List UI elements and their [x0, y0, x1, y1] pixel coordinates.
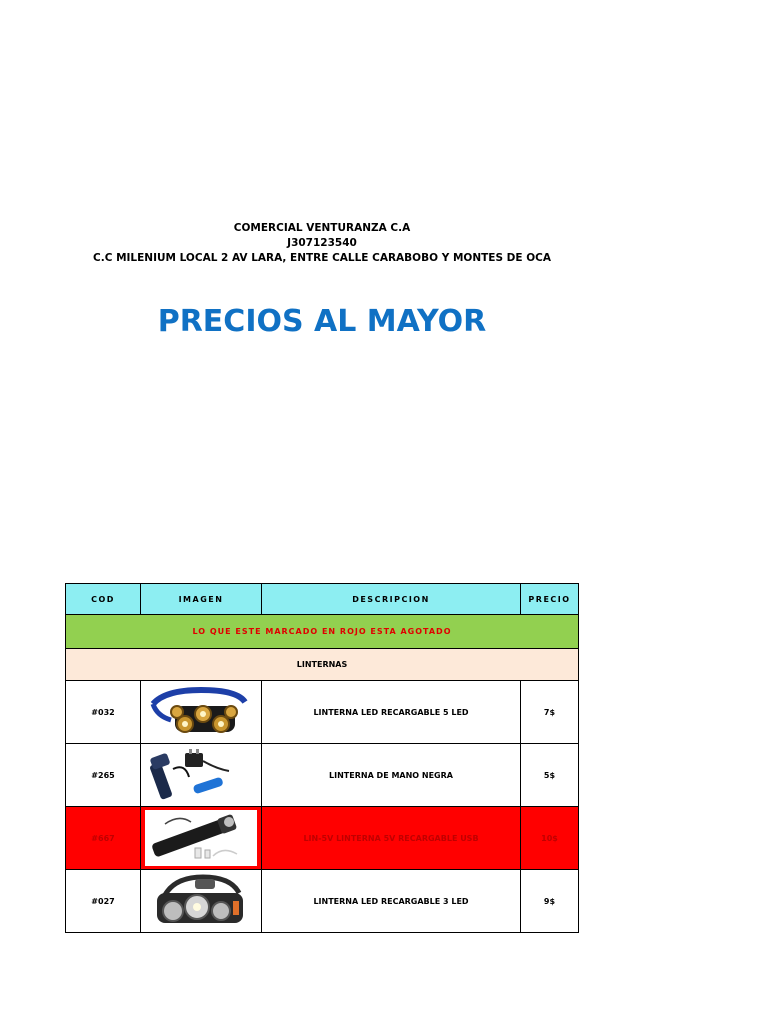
table-row — [66, 744, 579, 807]
category-row — [66, 649, 579, 681]
category-label: LINTERNAS — [66, 649, 579, 681]
company-address: C.C MILENIUM LOCAL 2 AV LARA, ENTRE CALLE CARABOBO Y MONTES DE OCA — [93, 252, 551, 264]
product-price: 9$ — [521, 870, 579, 933]
usb-flashlight-kit-icon — [144, 809, 258, 867]
product-price: 5$ — [521, 744, 579, 807]
page-title: PRECIOS AL MAYOR — [157, 304, 487, 339]
product-price: 7$ — [521, 681, 579, 744]
product-description: LINTERNA LED RECARGABLE 3 LED — [262, 870, 521, 933]
product-code: #667 — [66, 807, 141, 870]
product-image-cell — [141, 681, 262, 744]
product-description: LINTERNA DE MANO NEGRA — [262, 744, 521, 807]
header-precio: PRECIO — [521, 584, 579, 615]
header-descripcion: DESCRIPCION — [262, 584, 521, 615]
table-row — [66, 681, 579, 744]
product-code: #265 — [66, 744, 141, 807]
table-header-row — [66, 584, 579, 615]
product-image-cell — [141, 744, 262, 807]
table-row-out-of-stock — [66, 807, 579, 870]
headlamp-3-led-icon — [145, 873, 257, 929]
product-image-cell — [141, 870, 262, 933]
price-table — [65, 583, 579, 933]
product-price: 10$ — [521, 807, 579, 870]
header-cod: COD — [66, 584, 141, 615]
out-of-stock-notice-row — [66, 615, 579, 649]
product-code: #032 — [66, 681, 141, 744]
out-of-stock-notice: LO QUE ESTE MARCADO EN ROJO ESTA AGOTADO — [66, 615, 579, 649]
table-row — [66, 870, 579, 933]
company-name: COMERCIAL VENTURANZA C.A — [233, 222, 411, 234]
company-rif: J307123540 — [287, 237, 357, 249]
product-description: LINTERNA LED RECARGABLE 5 LED — [262, 681, 521, 744]
product-description: LIN-5V LINTERNA 5V RECARGABLE USB — [262, 807, 521, 870]
product-code: #027 — [66, 870, 141, 933]
product-image-cell — [141, 807, 262, 870]
headlamp-5-led-icon — [145, 684, 257, 740]
hand-flashlight-icon — [145, 747, 257, 803]
header-imagen: IMAGEN — [141, 584, 262, 615]
